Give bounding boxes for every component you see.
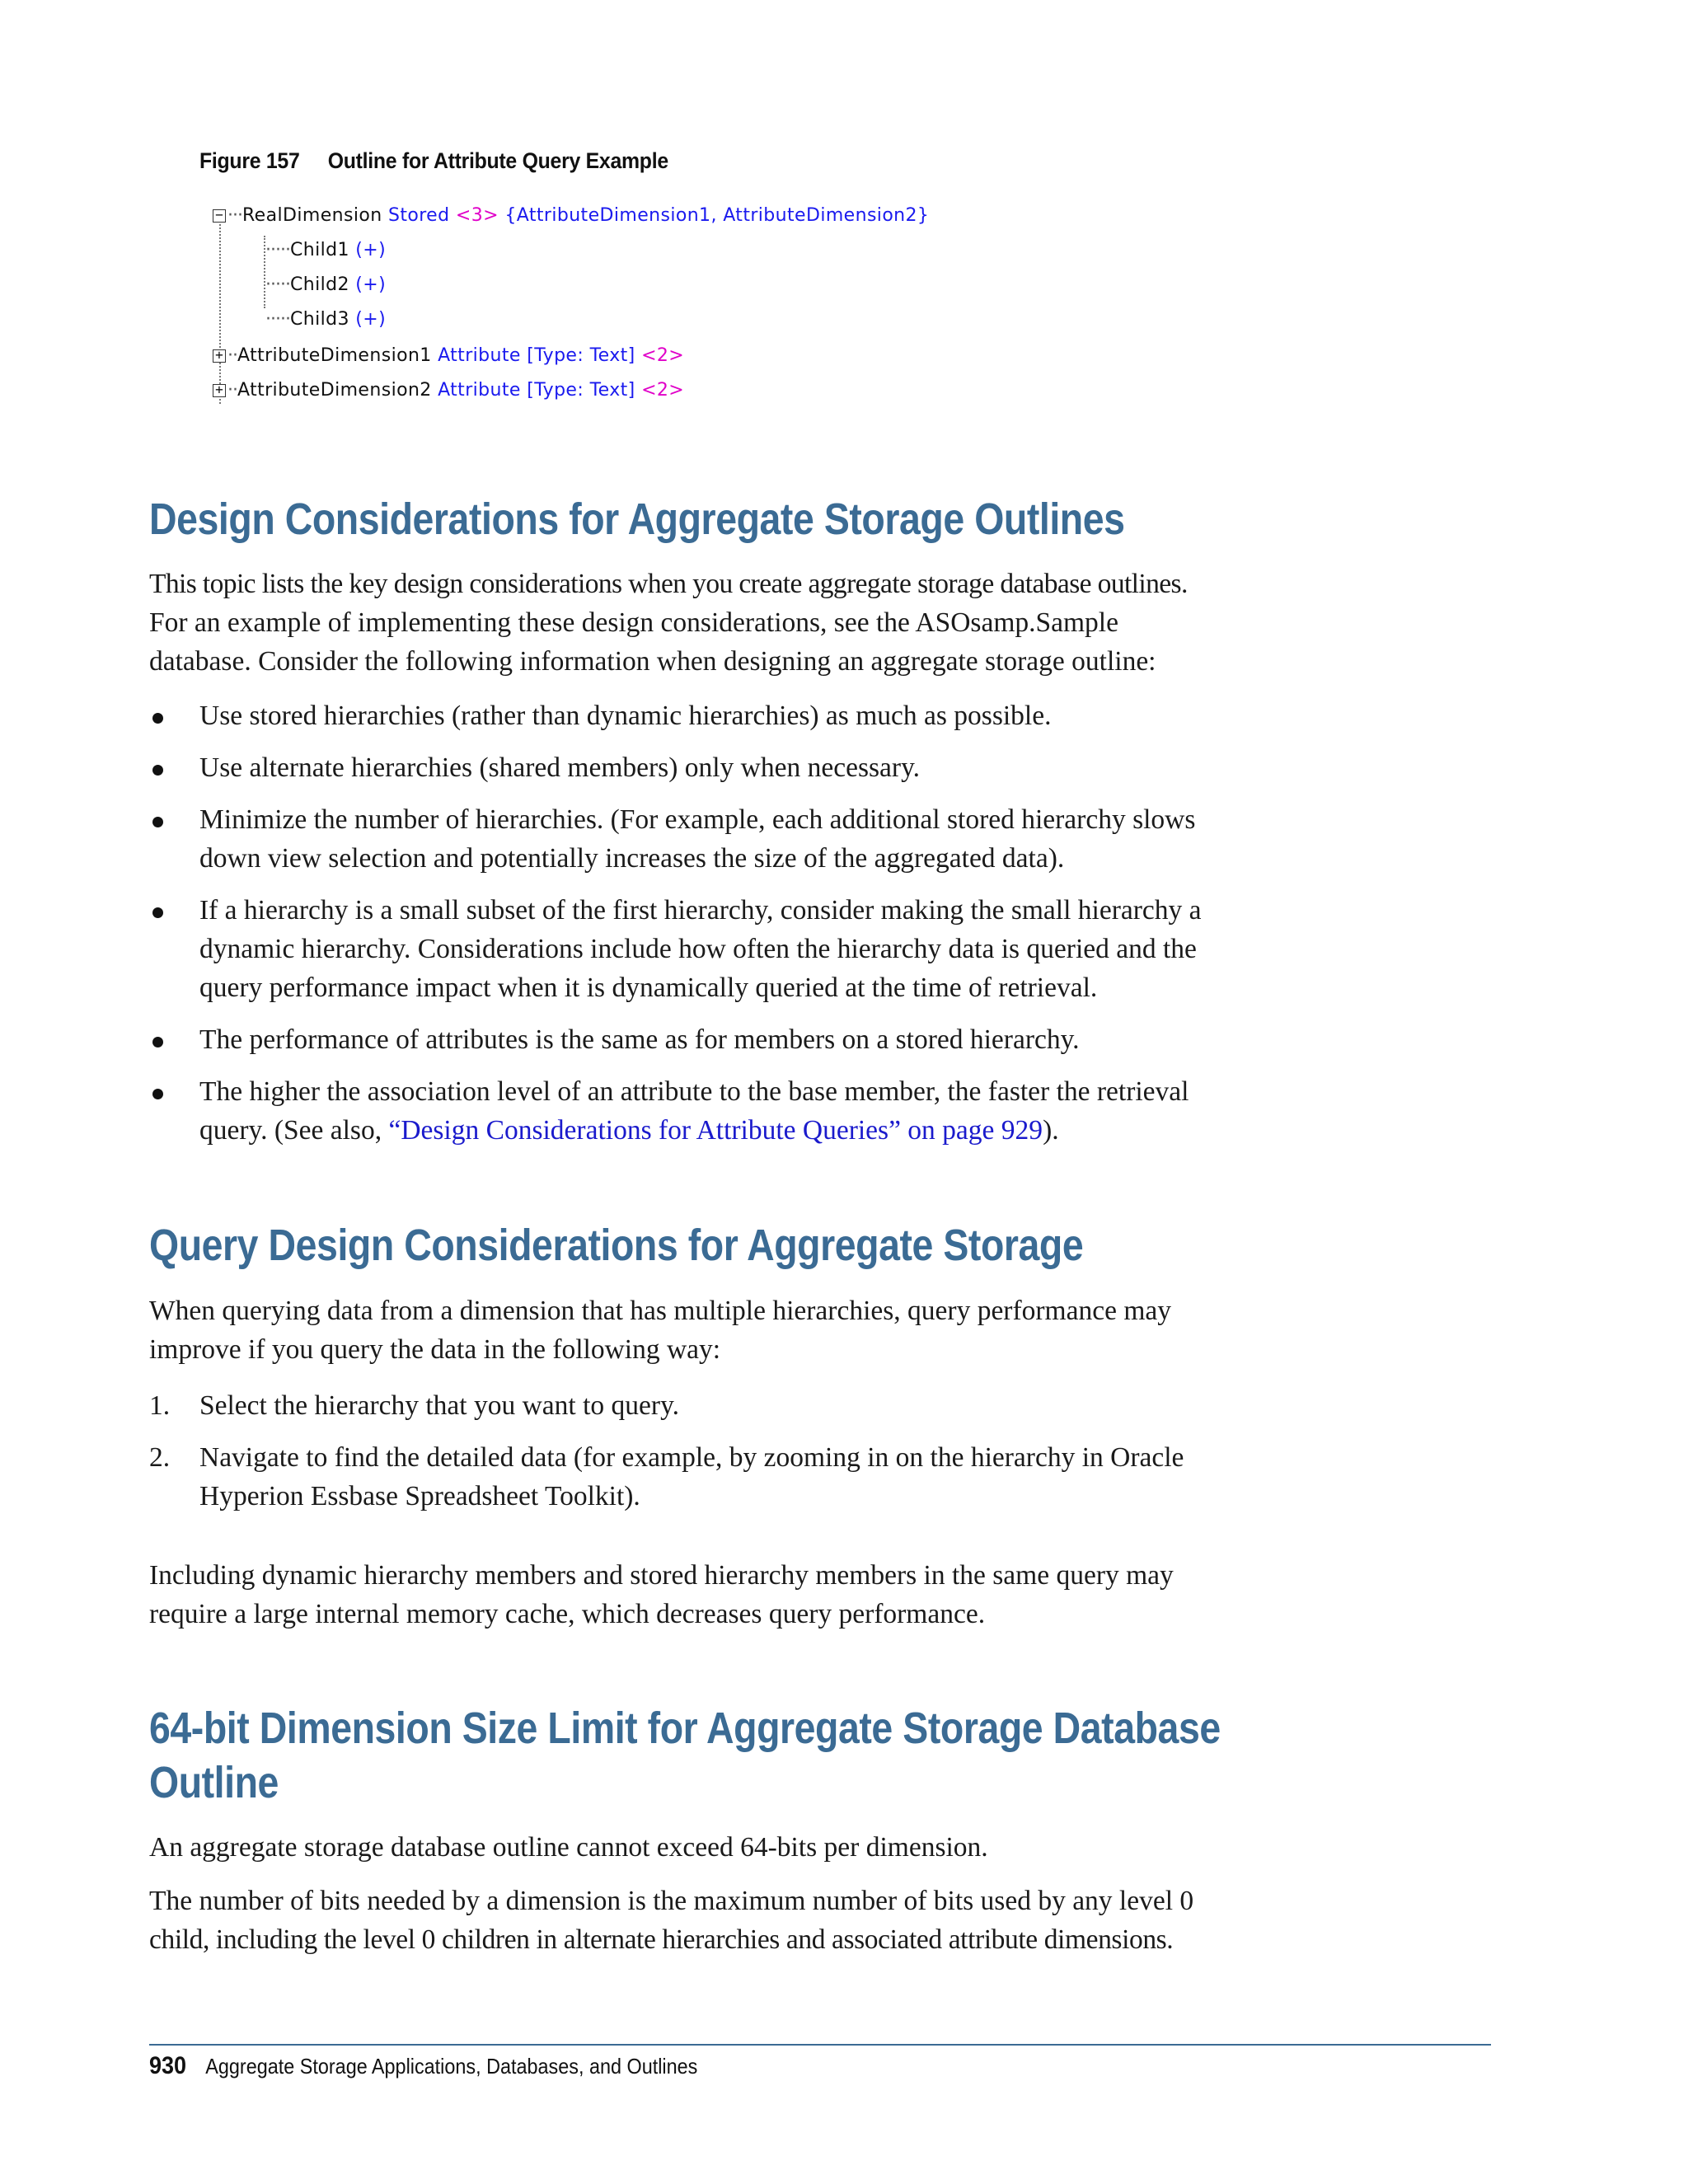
node-count: <2>	[641, 345, 685, 366]
heading-line: Outline	[149, 1758, 279, 1807]
node-name: Child3	[289, 309, 349, 330]
text-line: Including dynamic hierarchy members and stored hierarchy members in the same query may	[149, 1560, 1174, 1591]
list-item	[149, 696, 1303, 735]
outline-tree	[213, 199, 1037, 414]
tree-node-child[interactable]: ·····Child2 (+)	[265, 274, 387, 295]
section-heading: Query Design Considerations for Aggregate Storage	[149, 1221, 1084, 1270]
bullet-icon	[152, 817, 163, 827]
figure-caption	[199, 148, 668, 174]
list-item	[149, 748, 1303, 787]
node-name: Child2	[289, 274, 349, 295]
expand-icon[interactable]: +	[213, 349, 226, 363]
tree-node-realdimension[interactable]: ···RealDimension Stored <3> {AttributeDimension1, AttributeDimension2}	[227, 205, 930, 226]
page-footer	[149, 2052, 697, 2080]
section-paragraph	[149, 1556, 1303, 1633]
text-line: database. Consider the following information when designing an aggregate storage outline:	[149, 646, 1156, 677]
text-line: require a large internal memory cache, which decreases query performance.	[149, 1599, 986, 1629]
bullet-list	[149, 696, 1303, 1163]
text-line: down view selection and potentially increases the size of the aggregated data).	[199, 843, 1065, 874]
section-heading	[149, 1701, 1221, 1810]
cross-reference-link[interactable]: “Design Considerations for Attribute Queries” on page 929	[388, 1115, 1043, 1146]
text-line: Select the hierarchy that you want to query.	[199, 1390, 680, 1421]
text-line: query performance impact when it is dynamically queried at the time of retrieval.	[199, 972, 1098, 1003]
tree-node-attribute-dimension[interactable]: ··AttributeDimension1 Attribute [Type: Text] <2>	[227, 345, 685, 366]
section-intro	[149, 1291, 1303, 1369]
heading-line: 64-bit Dimension Size Limit for Aggregate Storage Database	[149, 1704, 1221, 1753]
text-line: For an example of implementing these design considerations, see the ASOsamp.Sample	[149, 607, 1118, 638]
text-line: Use alternate hierarchies (shared members) only when necessary.	[199, 752, 921, 783]
list-item	[149, 1438, 1303, 1516]
tree-node-child[interactable]: ·····Child1 (+)	[265, 240, 387, 260]
text-line: The number of bits needed by a dimension is the maximum number of bits used by any level 0	[149, 1886, 1194, 1916]
list-item	[149, 800, 1303, 878]
step-number: 2.	[149, 1442, 171, 1473]
tree-node-attribute-dimension[interactable]: ··AttributeDimension2 Attribute [Type: Text] <2>	[227, 380, 685, 401]
node-type: [Type: Text]	[527, 345, 635, 366]
tree-connector	[219, 221, 221, 404]
footer-rule	[149, 2044, 1491, 2046]
node-consolidation-op: (+)	[355, 274, 387, 295]
bullet-icon	[152, 713, 163, 724]
expand-icon[interactable]: +	[213, 384, 226, 397]
text-line: The performance of attributes is the same as for members on a stored hierarchy.	[199, 1024, 1080, 1055]
text-line: An aggregate storage database outline cannot exceed 64-bits per dimension.	[149, 1832, 988, 1863]
node-consolidation-op: (+)	[355, 309, 387, 330]
text-line: This topic lists the key design considerations when you create aggregate storage database outlines.	[149, 569, 1188, 599]
text-line: Navigate to find the detailed data (for example, by zooming in on the hierarchy in Oracle	[199, 1442, 1184, 1473]
list-item	[149, 1020, 1303, 1059]
node-storage: Stored	[387, 205, 450, 226]
list-item	[149, 1072, 1303, 1150]
node-type: [Type: Text]	[527, 380, 635, 401]
list-item	[149, 891, 1303, 1007]
section-paragraph	[149, 1882, 1303, 1959]
text-line: dynamic hierarchy. Considerations include how often the hierarchy data is queried and the	[199, 934, 1197, 964]
running-title: Aggregate Storage Applications, Databases, and Outlines	[205, 2054, 698, 2079]
text-line: Minimize the number of hierarchies. (For example, each additional stored hierarchy slows	[199, 804, 1196, 835]
node-attributes: {AttributeDimension1, AttributeDimension2}	[504, 205, 930, 226]
step-number: 1.	[149, 1390, 171, 1421]
node-kind: Attribute	[438, 380, 521, 401]
node-name: RealDimension	[241, 205, 382, 226]
text-line: Hyperion Essbase Spreadsheet Toolkit).	[199, 1481, 640, 1511]
text-line: Use stored hierarchies (rather than dynamic hierarchies) as much as possible.	[199, 701, 1052, 731]
figure-title: Outline for Attribute Query Example	[327, 148, 668, 173]
section-paragraph	[149, 1828, 1303, 1867]
node-count: <3>	[455, 205, 499, 226]
text-line: If a hierarchy is a small subset of the first hierarchy, consider making the small hierarchy a	[199, 895, 1202, 926]
text-line: query. (See also, “Design Considerations for Attribute Queries” on page 929).	[199, 1115, 1059, 1146]
text-line: The higher the association level of an attribute to the base member, the faster the retrieval	[199, 1076, 1189, 1107]
node-consolidation-op: (+)	[355, 240, 387, 260]
section-heading: Design Considerations for Aggregate Storage Outlines	[149, 494, 1125, 544]
bullet-icon	[152, 907, 163, 918]
section-intro	[149, 565, 1303, 681]
node-name: AttributeDimension1	[237, 345, 432, 366]
numbered-list	[149, 1386, 1303, 1529]
node-count: <2>	[641, 380, 685, 401]
text-line: improve if you query the data in the following way:	[149, 1334, 721, 1365]
figure-number: Figure 157	[199, 148, 300, 173]
text-line: child, including the level 0 children in alternate hierarchies and associated attribute dimensions.	[149, 1924, 1174, 1955]
bullet-icon	[152, 1089, 163, 1099]
collapse-icon[interactable]: −	[213, 209, 226, 223]
bullet-icon	[152, 765, 163, 776]
node-kind: Attribute	[438, 345, 521, 366]
text-line: When querying data from a dimension that has multiple hierarchies, query performance may	[149, 1296, 1171, 1326]
page-number: 930	[149, 2052, 187, 2079]
bullet-icon	[152, 1037, 163, 1047]
list-item	[149, 1386, 1303, 1425]
node-name: AttributeDimension2	[237, 380, 432, 401]
tree-node-child[interactable]: ·····Child3 (+)	[265, 309, 387, 330]
node-name: Child1	[289, 240, 349, 260]
